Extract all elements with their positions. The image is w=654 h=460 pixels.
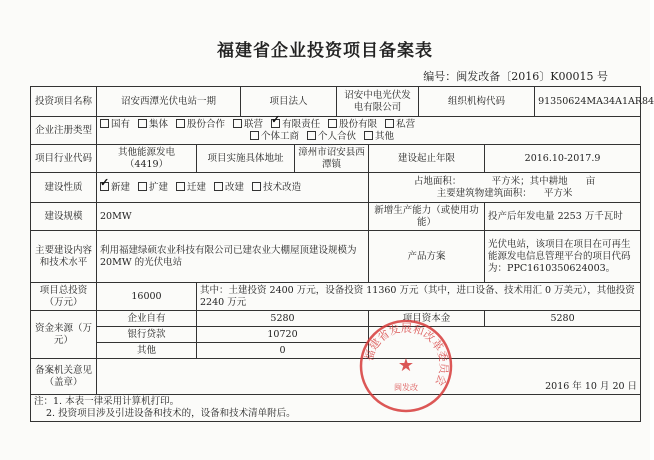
checkbox-icon[interactable] (100, 182, 109, 191)
page-title: 福建省企业投资项目备案表 (217, 41, 433, 61)
checkbox-icon[interactable] (214, 182, 223, 191)
checkbox-icon[interactable] (100, 119, 109, 128)
reg-type-option[interactable] (385, 119, 415, 131)
label-project-name: 投资项目名称 (31, 87, 97, 117)
reg-type-options (97, 117, 641, 145)
reg-type-option-label: 股份合作 (187, 118, 226, 130)
label-funding: 资金来源（万元） (31, 311, 97, 359)
row-nature (31, 173, 641, 203)
land-area-cell (369, 173, 641, 203)
checkbox-icon[interactable] (176, 182, 185, 191)
checkbox-icon[interactable] (252, 182, 261, 191)
nature-option-label: 扩建 (149, 181, 169, 193)
nature-option-label: 技术改造 (263, 181, 302, 193)
row-scale (31, 203, 641, 231)
label-bank-loan: 银行贷款 (97, 327, 197, 343)
row-industry (31, 145, 641, 173)
value-legal-person: 诏安中电光伏发电有限公司 (337, 87, 419, 117)
seal-star-icon: ★ (397, 355, 415, 376)
nature-option[interactable] (176, 182, 206, 194)
checkbox-icon[interactable] (138, 182, 147, 191)
reg-type-option[interactable] (364, 131, 394, 143)
value-project-name: 诏安西潭光伏电站一期 (97, 87, 241, 117)
nature-option[interactable] (214, 182, 244, 194)
row-notes (31, 395, 641, 422)
reg-type-option[interactable] (250, 131, 299, 143)
row-project-name (31, 87, 641, 117)
checkbox-icon[interactable] (250, 131, 259, 140)
reg-type-option[interactable] (233, 119, 263, 131)
label-capital: 项目资本金 (369, 311, 485, 327)
label-industry: 项目行业代码 (31, 145, 97, 173)
note-1: 注：1. 本表一律采用计算机打印。 (34, 396, 180, 407)
value-investment-breakdown: 其中：土建投资 2400 万元，设备投资 11360 万元（其中，进口设备、技术用汇 0 万美元），其他投资 2240 万元 (197, 283, 641, 311)
reg-type-option[interactable] (176, 119, 225, 131)
label-legal-person: 项目法人 (241, 87, 337, 117)
document-number: 编号：闽发改备〔2016〕K00015 号 (423, 70, 608, 83)
label-own-funds: 企业自有 (97, 311, 197, 327)
filing-form-table (30, 86, 654, 422)
row-content (31, 231, 641, 283)
nature-option[interactable] (252, 182, 301, 194)
label-location: 项目实施具体地址 (197, 145, 295, 173)
reg-type-option-label: 股份有限 (339, 118, 378, 130)
nature-options (97, 173, 369, 203)
value-capacity: 投产后年发电量 2253 万千瓦时 (485, 203, 641, 231)
nature-option[interactable] (138, 182, 168, 194)
row-bank-loan (31, 327, 641, 343)
row-own-funds (31, 311, 641, 327)
land-area-line: 占地面积： 平方米；其中耕地 亩 (413, 175, 596, 187)
nature-option[interactable] (100, 182, 130, 194)
checkbox-icon[interactable] (385, 119, 394, 128)
seal-subtext: 闽发改 (394, 383, 418, 392)
value-period: 2016.10-2017.9 (485, 145, 641, 173)
note-2: 2. 投资项目涉及引进设备和技术的，设备和技术清单附后。 (46, 408, 296, 419)
label-product: 产品方案 (369, 231, 485, 283)
reg-type-option[interactable] (328, 119, 377, 131)
label-other-funds: 其他 (97, 343, 197, 359)
nature-option-label: 改建 (225, 181, 245, 193)
value-own-funds: 5280 (197, 311, 369, 327)
reg-type-option-label: 个人合伙 (318, 130, 357, 142)
checkbox-icon[interactable] (176, 119, 185, 128)
label-total-investment: 项目总投资（万元） (31, 283, 97, 311)
reg-type-option-label: 国有 (111, 118, 131, 130)
nature-option-label: 迁建 (187, 181, 207, 193)
label-reg-type: 企业注册类型 (31, 117, 97, 145)
nature-option-label: 新建 (111, 181, 131, 193)
reg-type-option-label: 有限责任 (282, 118, 321, 130)
label-org-code: 组织机构代码 (419, 87, 535, 117)
label-nature: 建设性质 (31, 173, 97, 203)
reg-type-option-label: 集体 (149, 118, 169, 130)
label-scale: 建设规模 (31, 203, 97, 231)
checkbox-icon[interactable] (271, 119, 280, 128)
reg-type-option-label: 私营 (396, 118, 416, 130)
label-opinion: 备案机关意见（盖章） (31, 359, 97, 395)
reg-type-option[interactable] (271, 119, 320, 131)
checkbox-icon[interactable] (328, 119, 337, 128)
value-location: 漳州市诏安县西潭镇 (295, 145, 369, 173)
seal-text: 福建省发展和改革委员会 (362, 321, 451, 388)
official-seal (358, 318, 454, 414)
label-period: 建设起止年限 (369, 145, 485, 173)
value-other-funds: 0 (197, 343, 369, 359)
row-reg-type (31, 117, 641, 145)
value-org-code: 91350624MA34A1AR84 (535, 87, 641, 117)
value-scale: 20MW (97, 203, 369, 231)
value-capital: 5280 (485, 311, 641, 327)
value-content: 利用福建绿硕农业科技有限公司已建农业大棚屋顶建设规模为 20MW 的光伏电站 (97, 231, 369, 283)
reg-type-option[interactable] (100, 119, 130, 131)
reg-type-option[interactable] (307, 131, 356, 143)
row-total-investment (31, 283, 641, 311)
reg-type-option-label: 个体工商 (261, 130, 300, 142)
building-area-line: 主要建筑物建筑面积： 平方米 (436, 187, 573, 199)
checkbox-icon[interactable] (233, 119, 242, 128)
value-industry: 其他能源发电（4419） (97, 145, 197, 173)
filing-date: 2016 年 10 月 20 日 (545, 381, 638, 392)
row-opinion (31, 359, 641, 395)
checkbox-icon[interactable] (364, 131, 373, 140)
value-bank-loan: 10720 (197, 327, 369, 343)
label-content: 主要建设内容和技术水平 (31, 231, 97, 283)
label-capacity: 新增生产能力（或使用功能） (369, 203, 485, 231)
notes-cell (31, 395, 641, 422)
reg-type-option[interactable] (138, 119, 168, 131)
reg-type-option-label: 联营 (244, 118, 264, 130)
checkbox-icon[interactable] (307, 131, 316, 140)
reg-type-option-label: 其他 (375, 130, 395, 142)
value-product: 光伏电站，该项目在项目在可再生能源发电信息管理平台的项目代码为：PPC1610350624003。 (485, 231, 641, 283)
value-total-investment: 16000 (97, 283, 197, 311)
checkbox-icon[interactable] (138, 119, 147, 128)
